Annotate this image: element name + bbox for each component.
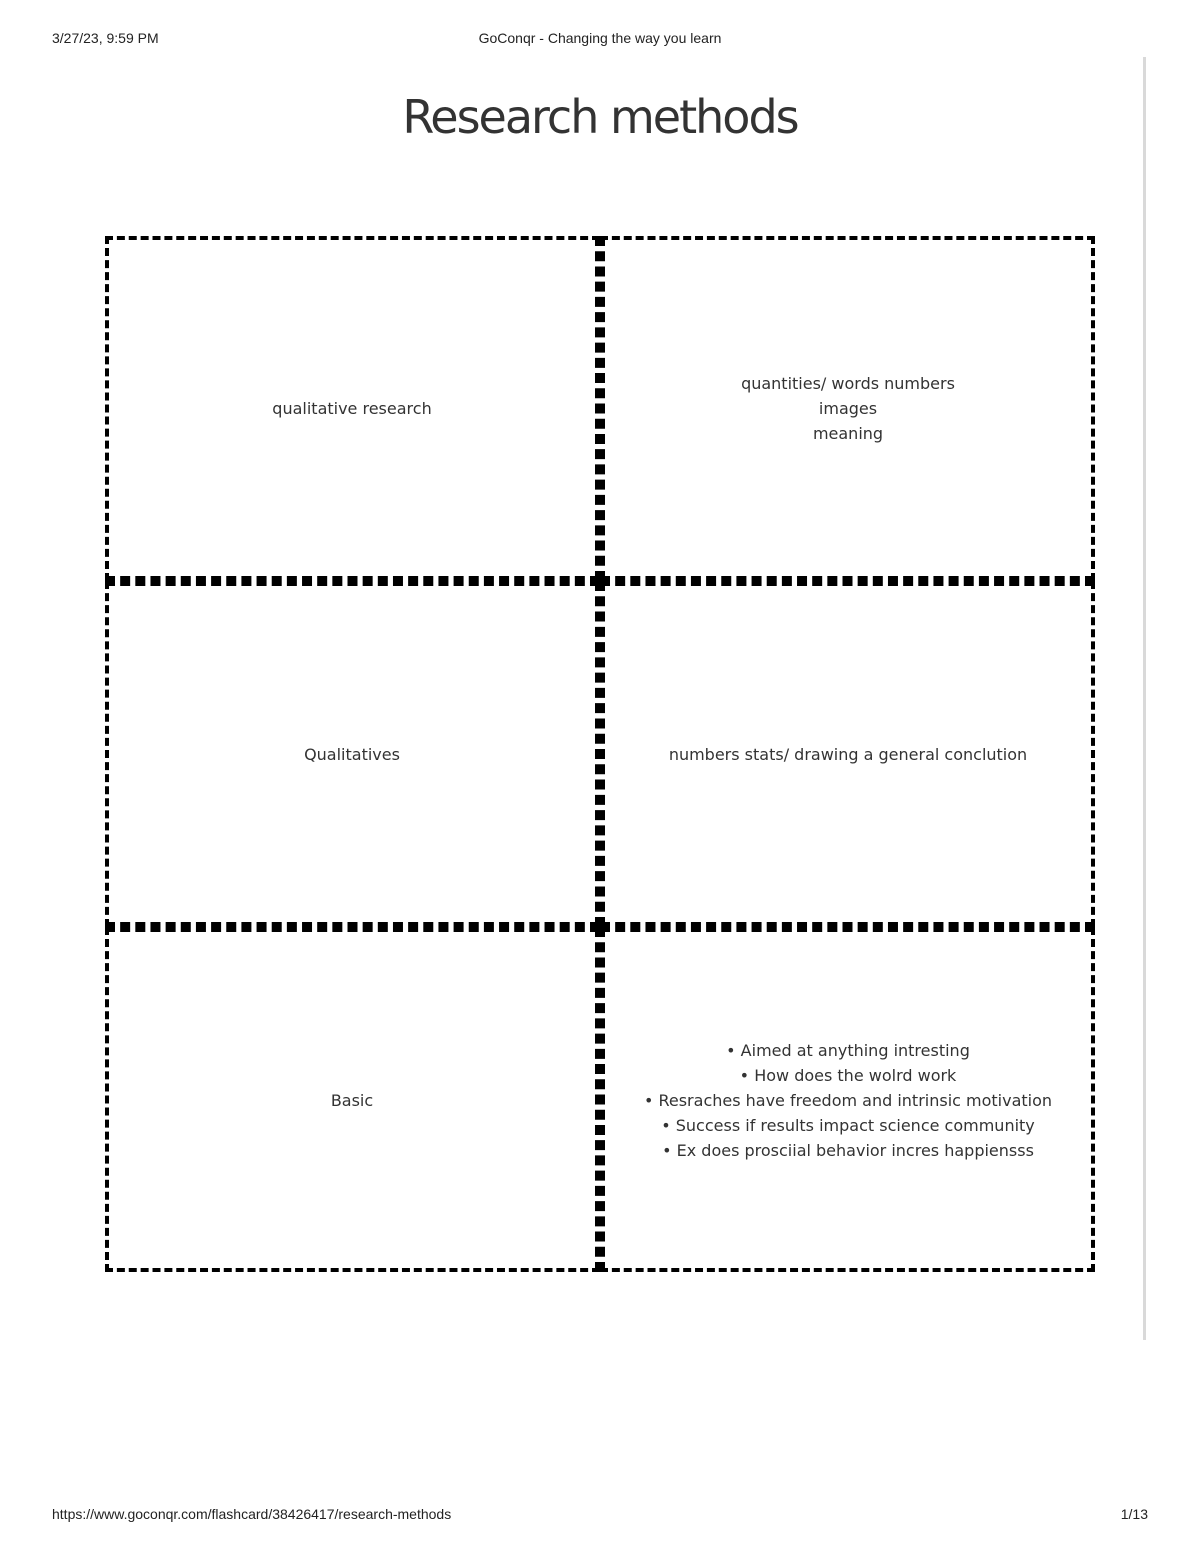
flashcard-back — [600, 581, 1095, 927]
print-header — [52, 30, 1148, 50]
flashcard-back-line: • Ex does prosciial behavior incres happiensss — [662, 1140, 1034, 1160]
print-datetime: 3/27/23, 9:59 PM — [52, 30, 159, 46]
flashcard-back-line: quantities/ words numbers — [741, 373, 955, 393]
flashcard-back — [600, 236, 1095, 581]
flashcard-front — [105, 236, 600, 581]
print-page-title: GoConqr - Changing the way you learn — [478, 30, 722, 46]
flashcard-front-text: Basic — [330, 1090, 374, 1110]
print-footer — [52, 1506, 1148, 1526]
flashcard-front-text: qualitative research — [272, 398, 432, 418]
flashcard-deck-title: Research methods — [402, 90, 798, 144]
flashcard-back-line: • Resraches have freedom and intrinsic motivation — [643, 1090, 1053, 1110]
flashcard-back-line: meaning — [812, 423, 884, 443]
flashcard-back — [600, 927, 1095, 1272]
print-url: https://www.goconqr.com/flashcard/38426417/research-methods — [52, 1506, 452, 1522]
flashcard-back-line: images — [818, 398, 878, 418]
flashcard-back-line: numbers stats/ drawing a general conclution — [668, 744, 1028, 764]
flashcard-grid — [105, 236, 1095, 1272]
flashcard-front-text: Qualitatives — [304, 744, 400, 764]
scrollbar-track — [1143, 57, 1146, 1340]
flashcard-back-line: • Success if results impact science community — [661, 1115, 1035, 1135]
flashcard-front — [105, 581, 600, 927]
page-indicator: 1/13 — [1120, 1506, 1148, 1522]
flashcard-back-line: • Aimed at anything intresting — [726, 1040, 970, 1060]
flashcard-front — [105, 927, 600, 1272]
flashcard-back-line: • How does the wolrd work — [739, 1065, 957, 1085]
